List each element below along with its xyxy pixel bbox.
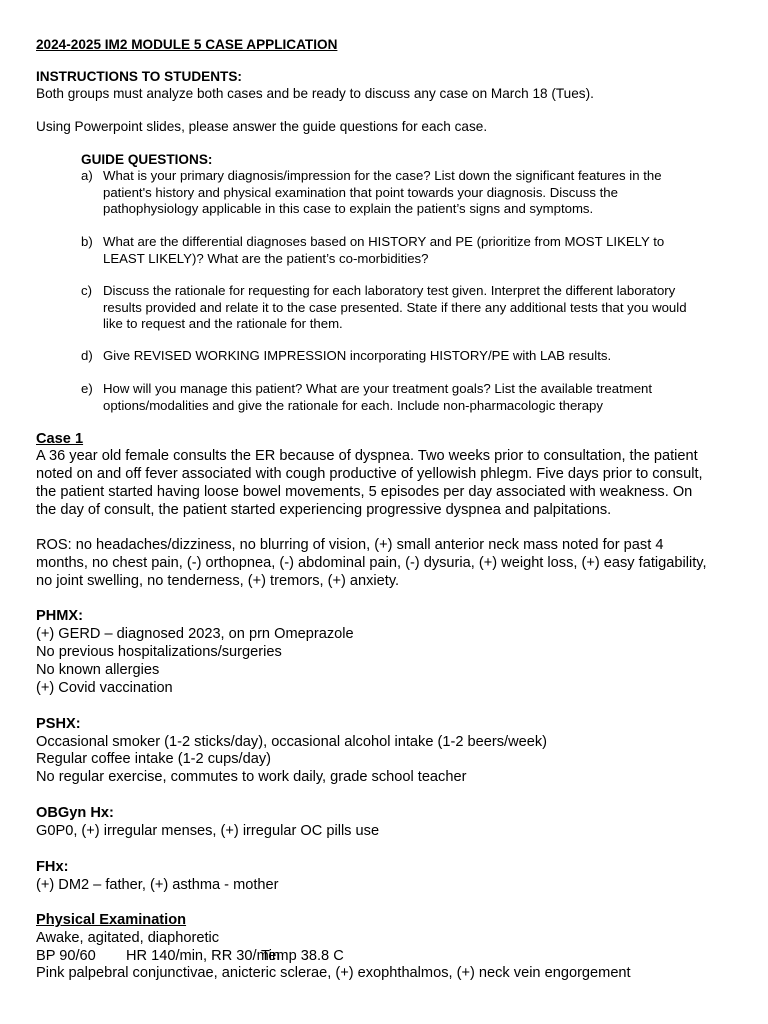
vital-bp: BP 90/60 xyxy=(36,948,96,964)
pe-heading: Physical Examination xyxy=(36,912,187,928)
fhx-line: (+) DM2 – father, (+) asthma - mother xyxy=(36,877,279,893)
pshx-heading: PSHX: xyxy=(36,716,81,732)
question-line: What is your primary diagnosis/impression for the case? List down the significant features in the xyxy=(103,168,662,183)
case-narrative-line: A 36 year old female consults the ER because of dyspnea. Two weeks prior to consultation, the patient xyxy=(36,448,698,464)
question-line: like to request and the rationale for them. xyxy=(103,316,343,331)
instructions-line-2: Using Powerpoint slides, please answer the guide questions for each case. xyxy=(36,119,488,134)
phmx-line: No known allergies xyxy=(36,662,160,678)
question-letter: e) xyxy=(81,381,93,396)
pe-vitals xyxy=(36,947,344,965)
vital-hr-rr: HR 140/min, RR 30/min xyxy=(126,948,281,964)
pshx-line: No regular exercise, commutes to work daily, grade school teacher xyxy=(36,769,467,785)
question-line: results provided and relate it to the case presented. State if there any additional tests that you would xyxy=(103,299,687,315)
ros-line: no joint swelling, no tenderness, (+) tremors, (+) anxiety. xyxy=(36,573,400,589)
ros-line: months, no chest pain, (-) orthopnea, (-) abdominal pain, (-) dysuria, (+) weight loss, (+) easy fatigability, xyxy=(36,555,707,571)
pshx-line: Occasional smoker (1-2 sticks/day), occasional alcohol intake (1-2 beers/week) xyxy=(36,734,547,750)
question-line: How will you manage this patient? What are your treatment goals? List the available treatment xyxy=(103,381,653,396)
case-title: Case 1 xyxy=(36,431,84,447)
question-line: Give REVISED WORKING IMPRESSION incorporating HISTORY/PE with LAB results. xyxy=(103,348,612,363)
vital-temp: Temp 38.8 C xyxy=(261,948,344,964)
case-narrative-line: noted on and off fever associated with cough productive of yellowish phlegm. Five days prior to consult, xyxy=(36,466,703,482)
document-title: 2024-2025 IM2 MODULE 5 CASE APPLICATION xyxy=(36,37,338,52)
phmx-line: (+) GERD – diagnosed 2023, on prn Omeprazole xyxy=(36,626,354,642)
guide-question-b xyxy=(81,234,741,267)
question-line: patient's history and physical examination that point towards your diagnosis. Discuss the xyxy=(103,184,618,200)
question-letter: b) xyxy=(81,234,93,249)
question-line: pathophysiology applicable in this case to explain the patient’s signs and symptoms. xyxy=(103,201,594,216)
guide-question-d xyxy=(81,348,741,365)
guide-question-c xyxy=(81,283,741,333)
instructions-line-1: Both groups must analyze both cases and be ready to discuss any case on March 18 (Tues). xyxy=(36,86,594,101)
phmx-line: (+) Covid vaccination xyxy=(36,680,173,696)
ros-line: ROS: no headaches/dizziness, no blurring of vision, (+) small anterior neck mass noted for past 4 xyxy=(36,537,664,553)
question-line: What are the differential diagnoses based on HISTORY and PE (prioritize from MOST LIKELY to xyxy=(103,234,665,249)
pe-general: Awake, agitated, diaphoretic xyxy=(36,930,220,946)
question-line: options/modalities and give the rationale for each. Include non-pharmacologic therapy xyxy=(103,397,603,413)
case-narrative-line: the patient started having loose bowel movements, 5 episodes per day associated with weakness. On xyxy=(36,484,693,500)
phmx-line: No previous hospitalizations/surgeries xyxy=(36,644,282,660)
instructions-heading: INSTRUCTIONS TO STUDENTS: xyxy=(36,69,242,84)
phmx-heading: PHMX: xyxy=(36,608,84,624)
guide-question-a xyxy=(81,168,741,218)
question-line: LEAST LIKELY)? What are the patient’s co-morbidities? xyxy=(103,250,429,266)
pe-heent: Pink palpebral conjunctivae, anicteric sclerae, (+) exophthalmos, (+) neck vein engorgement xyxy=(36,965,631,981)
obgyn-heading: OBGyn Hx: xyxy=(36,805,114,821)
guide-question-e xyxy=(81,381,741,414)
question-letter: a) xyxy=(81,168,93,183)
fhx-heading: FHx: xyxy=(36,859,69,875)
obgyn-line: G0P0, (+) irregular menses, (+) irregular OC pills use xyxy=(36,823,380,839)
question-letter: c) xyxy=(81,283,92,298)
question-line: Discuss the rationale for requesting for each laboratory test given. Interpret the different laboratory xyxy=(103,283,676,298)
guide-questions-heading: GUIDE QUESTIONS: xyxy=(81,152,213,167)
case-narrative-line: the day of consult, the patient started experiencing progressive dyspnea and palpitations. xyxy=(36,502,612,518)
pshx-line: Regular coffee intake (1-2 cups/day) xyxy=(36,751,271,767)
question-letter: d) xyxy=(81,348,93,363)
